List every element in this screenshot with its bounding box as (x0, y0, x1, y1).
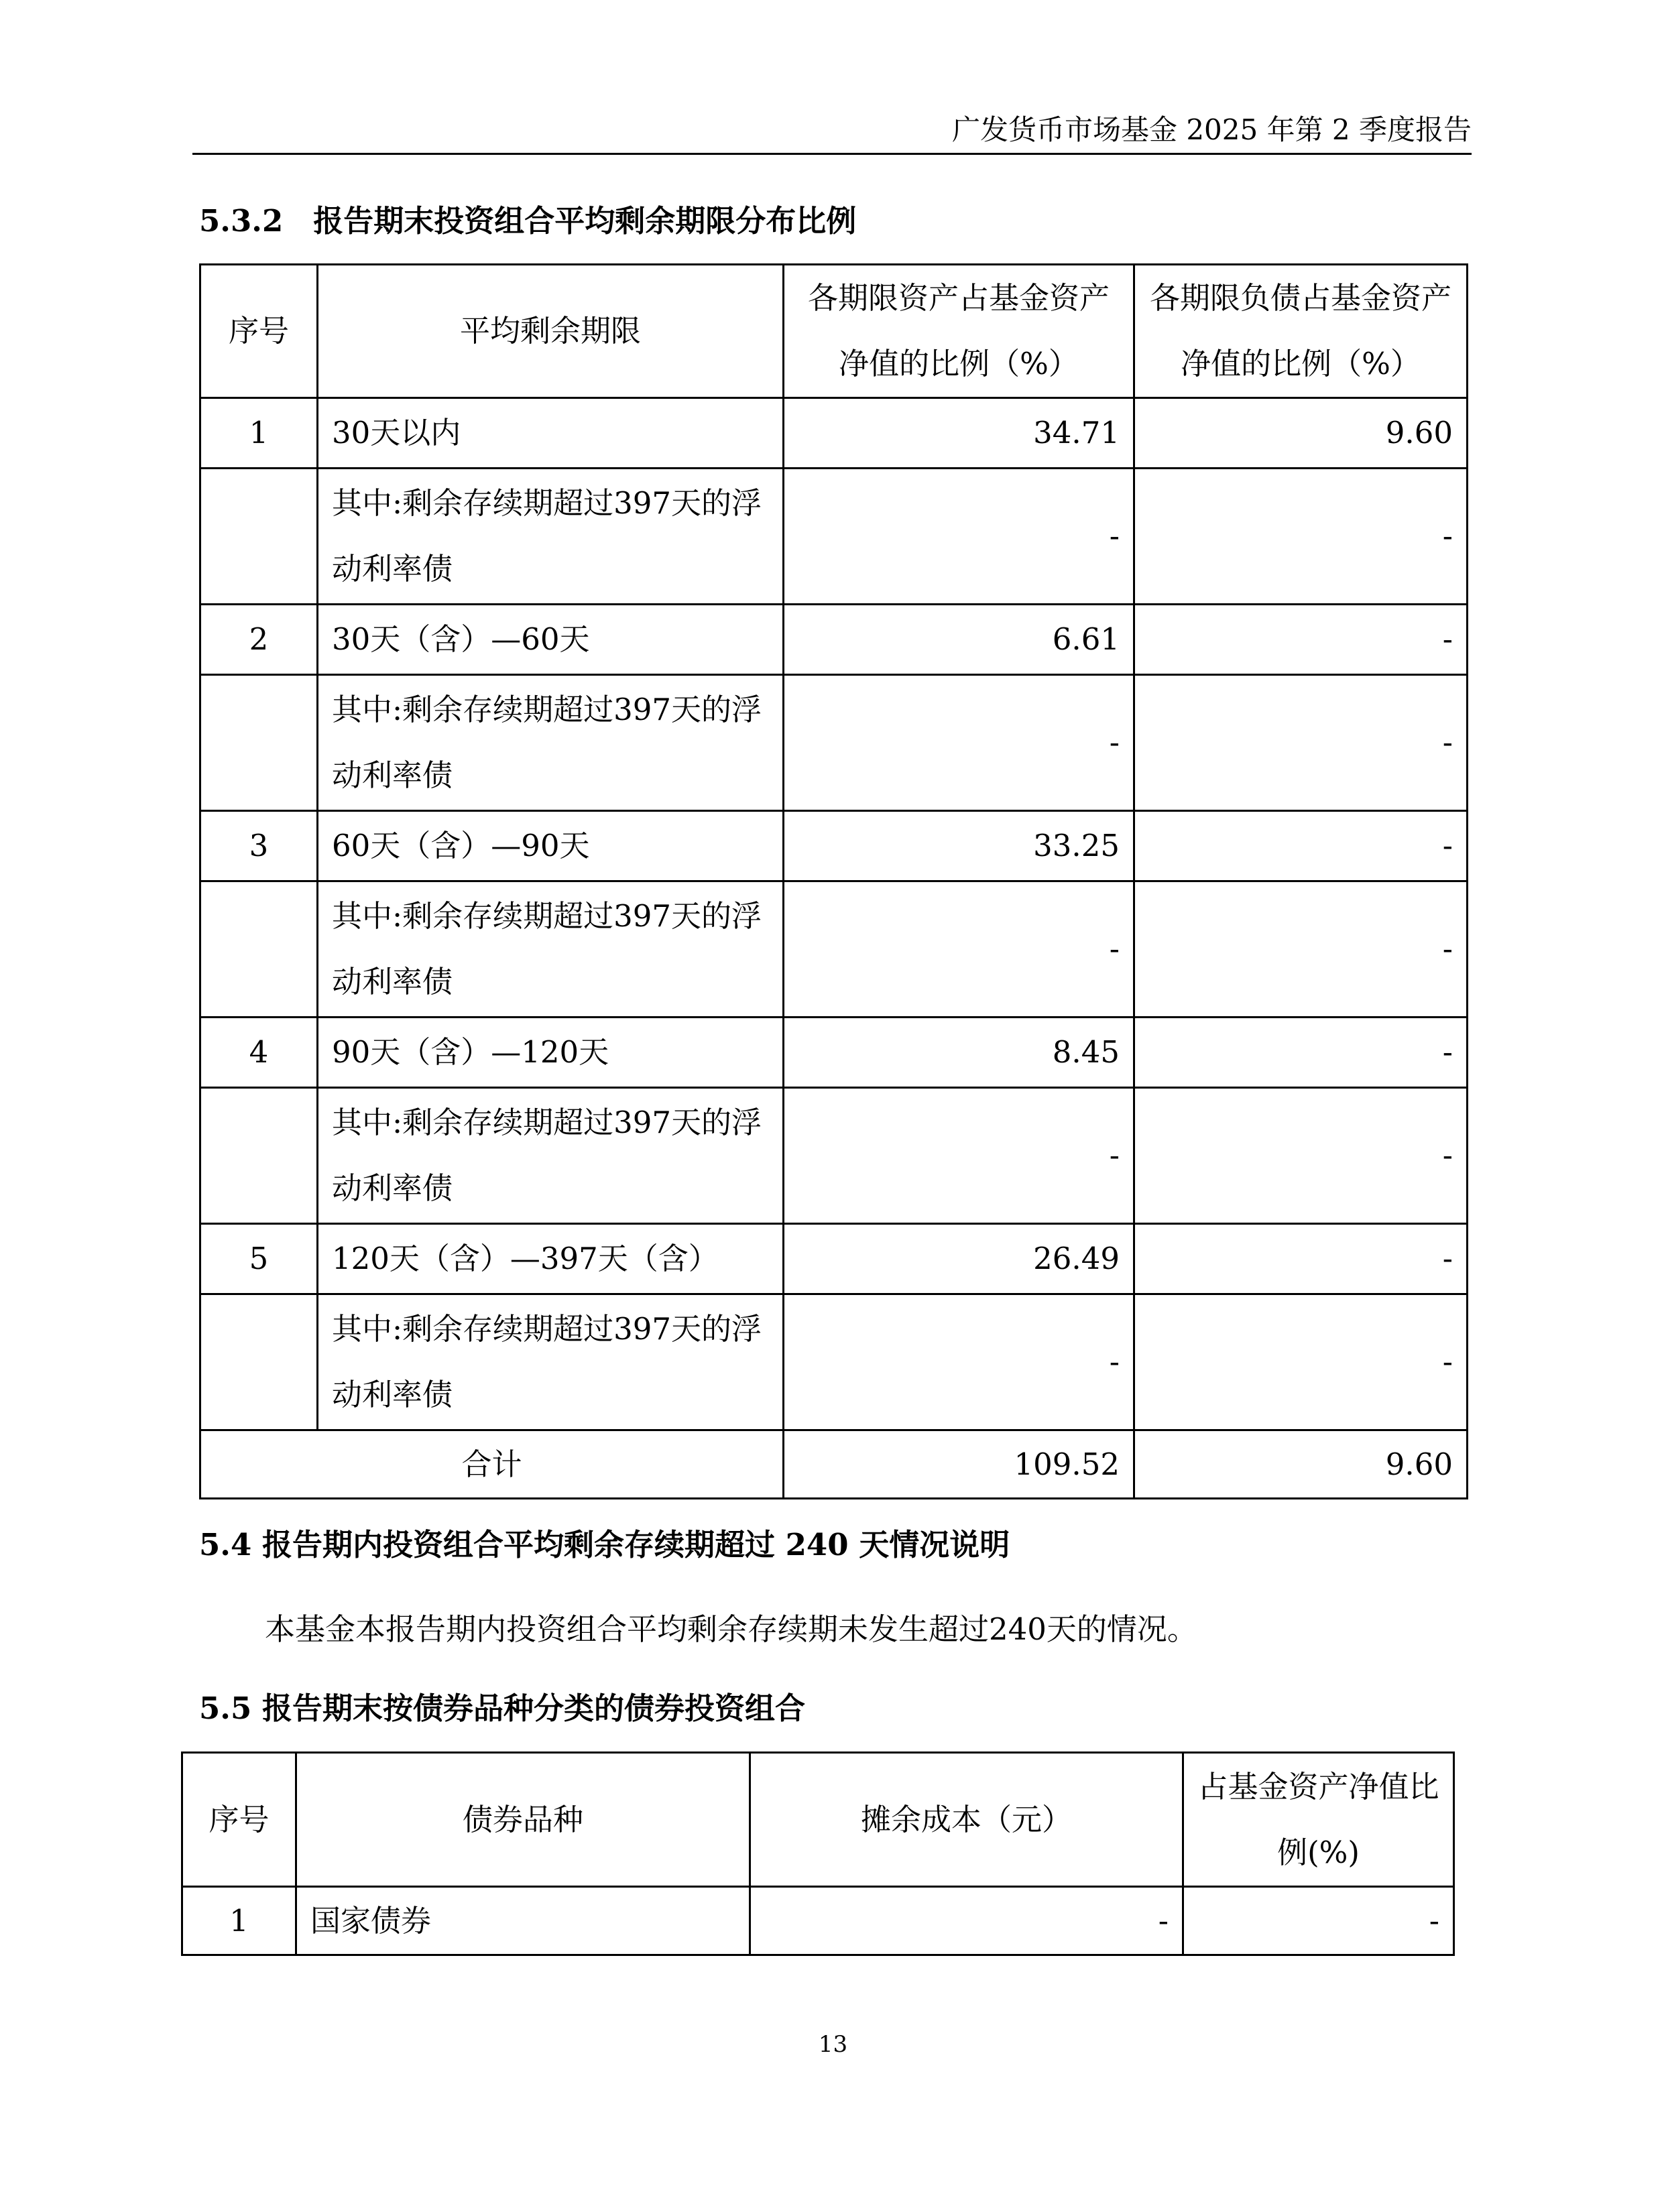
asset-ratio: 34.71 (784, 398, 1134, 469)
table-row (200, 881, 1468, 1018)
asset-ratio: 6.61 (784, 605, 1134, 675)
term-label: 其中:剩余存续期超过397天的浮动利率债 (318, 1294, 784, 1430)
asset-ratio: - (784, 1294, 1134, 1430)
section-54-heading: 5.4 报告期内投资组合平均剩余存续期超过 240 天情况说明 (199, 1527, 1010, 1562)
term-label: 其中:剩余存续期超过397天的浮动利率债 (318, 1088, 784, 1224)
term-label: 其中:剩余存续期超过397天的浮动利率债 (318, 675, 784, 811)
asset-ratio: 8.45 (784, 1018, 1134, 1088)
liability-ratio: - (1134, 1018, 1468, 1088)
liability-ratio: - (1134, 605, 1468, 675)
total-liab: 9.60 (1134, 1430, 1468, 1499)
amortized-cost: - (750, 1887, 1183, 1955)
liability-ratio: 9.60 (1134, 398, 1468, 469)
page-number: 13 (818, 2031, 848, 2058)
table-header-row (200, 265, 1468, 398)
asset-ratio: - (784, 1088, 1134, 1224)
nav-ratio: - (1183, 1887, 1454, 1955)
liability-ratio: - (1134, 1224, 1468, 1294)
header-cell: 平均剩余期限 (318, 265, 784, 398)
header-cell: 债券品种 (296, 1753, 750, 1887)
table-row (200, 1088, 1468, 1224)
term-label: 其中:剩余存续期超过397天的浮动利率债 (318, 469, 784, 605)
term-label: 30天（含）—60天 (318, 605, 784, 675)
asset-ratio: - (784, 881, 1134, 1018)
row-number: 5 (200, 1224, 318, 1294)
row-number: 1 (182, 1887, 296, 1955)
row-number (200, 1088, 318, 1224)
table-row (200, 1294, 1468, 1430)
table-row (200, 605, 1468, 675)
row-number (200, 881, 318, 1018)
header-cell: 占基金资产净值比例(%) (1183, 1753, 1454, 1887)
header-cell: 各期限负债占基金资产净值的比例（%） (1134, 265, 1468, 398)
asset-ratio: - (784, 675, 1134, 811)
liability-ratio: - (1134, 675, 1468, 811)
table-row (200, 398, 1468, 469)
table-header-row (182, 1753, 1454, 1887)
header-cell: 序号 (182, 1753, 296, 1887)
term-label: 60天（含）—90天 (318, 811, 784, 881)
row-number (200, 469, 318, 605)
total-asset: 109.52 (784, 1430, 1134, 1499)
term-label: 120天（含）—397天（含） (318, 1224, 784, 1294)
asset-ratio: 26.49 (784, 1224, 1134, 1294)
table-row (182, 1887, 1454, 1955)
term-label: 30天以内 (318, 398, 784, 469)
table-row (200, 675, 1468, 811)
asset-ratio: - (784, 469, 1134, 605)
table-row (200, 1018, 1468, 1088)
row-number: 4 (200, 1018, 318, 1088)
row-number (200, 675, 318, 811)
total-row (200, 1430, 1468, 1499)
row-number: 3 (200, 811, 318, 881)
section-55-heading: 5.5 报告期末按债券品种分类的债券投资组合 (199, 1691, 805, 1726)
asset-ratio: 33.25 (784, 811, 1134, 881)
liability-ratio: - (1134, 1294, 1468, 1430)
table-row (200, 1224, 1468, 1294)
section-532-heading: 5.3.2 报告期末投资组合平均剩余期限分布比例 (199, 203, 857, 239)
row-number: 1 (200, 398, 318, 469)
liability-ratio: - (1134, 469, 1468, 605)
term-label: 其中:剩余存续期超过397天的浮动利率债 (318, 881, 784, 1018)
header-cell: 各期限资产占基金资产净值的比例（%） (784, 265, 1134, 398)
row-number: 2 (200, 605, 318, 675)
section-54-text: 本基金本报告期内投资组合平均剩余存续期未发生超过240天的情况。 (265, 1611, 1197, 1647)
table-row (200, 811, 1468, 881)
bond-portfolio-table (181, 1752, 1455, 1956)
liability-ratio: - (1134, 881, 1468, 1018)
liability-ratio: - (1134, 811, 1468, 881)
term-distribution-table (199, 263, 1468, 1499)
liability-ratio: - (1134, 1088, 1468, 1224)
header-cell: 序号 (200, 265, 318, 398)
page-header: 广发货币市场基金 2025 年第 2 季度报告 (192, 109, 1472, 155)
header-cell: 摊余成本（元） (750, 1753, 1183, 1887)
table-row (200, 469, 1468, 605)
bond-kind: 国家债券 (296, 1887, 750, 1955)
term-label: 90天（含）—120天 (318, 1018, 784, 1088)
row-number (200, 1294, 318, 1430)
total-label: 合计 (200, 1430, 784, 1499)
